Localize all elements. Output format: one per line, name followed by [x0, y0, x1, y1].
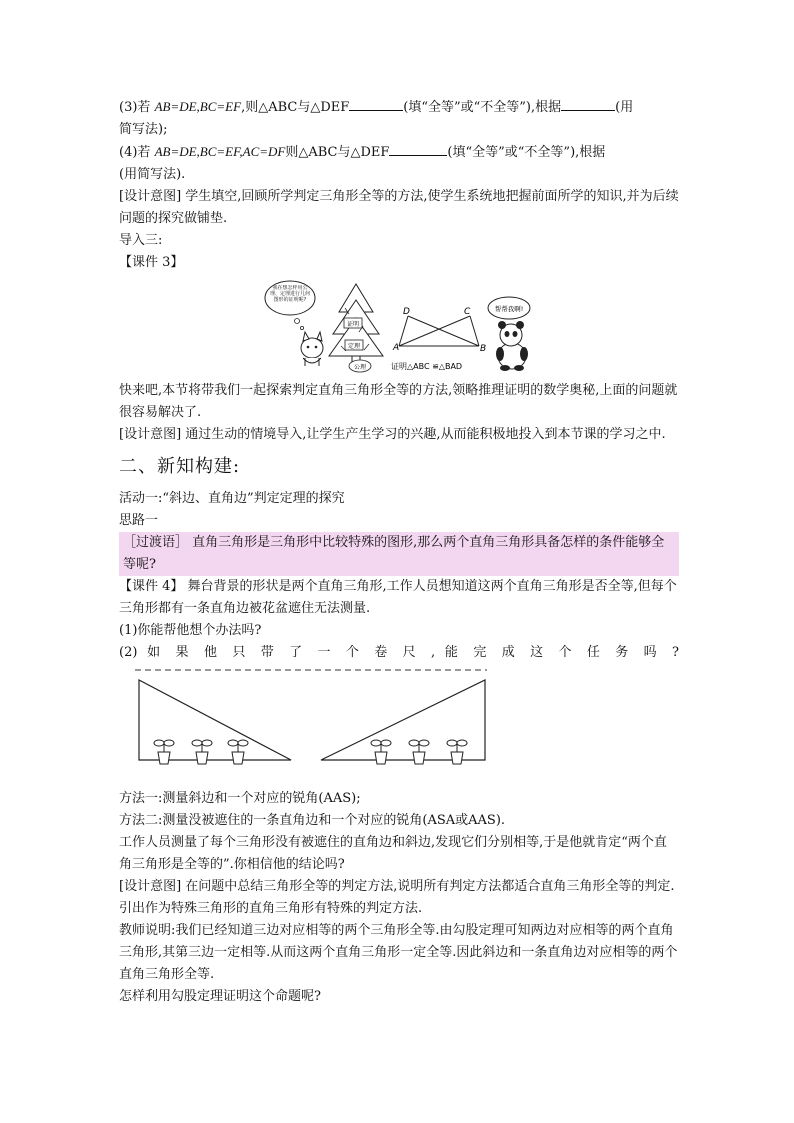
panda-icon — [496, 321, 528, 371]
q4-fill-hint: (填“全等”或“不全等”),根据 — [447, 145, 606, 160]
tag-theorem-1: 证明 — [346, 321, 360, 328]
q3-end: (用 — [615, 100, 634, 115]
q3-condition: AB=DE,BC=EF — [154, 99, 242, 114]
q3-blank-2 — [561, 96, 615, 111]
idea-one: 思路一 — [119, 513, 159, 528]
q4-prefix: (4)若 — [119, 145, 155, 160]
design-intent-2: [设计意图] 通过生动的情境导入,让学生产生学习的兴趣,从而能积极地投入到本节课的学习之中. — [119, 427, 666, 442]
q3-fill-hint: (填“全等”或“不全等”),根据 — [403, 100, 562, 115]
lead-in: 引出作为特殊三角形的直角三角形有特殊的判定方法. — [119, 901, 423, 916]
question-4 — [119, 141, 679, 186]
left-right-triangle — [139, 680, 291, 760]
paragraph-come-quickly: 快来吧,本节将带我们一起探索判定直角三角形全等的方法,领略推理证明的数学奥秘,上面的问题就很容易解决了. — [119, 383, 678, 420]
q4-middle: 则△ABC与△DEF — [285, 145, 390, 160]
tag-theorem-2: 定理 — [347, 343, 361, 350]
cat-icon — [301, 332, 323, 366]
q4-blank — [389, 141, 447, 156]
q4-condition: AB=DE,BC=EF,AC=DF — [154, 144, 286, 159]
method-two: 方法二:测量没被遮住的一条直角边和一个对应的锐角(ASA或AAS). — [119, 813, 506, 828]
design-intent-3: [设计意图] 在问题中总结三角形全等的判定方法,说明所有判定方法都适合直角三角形全等的判定. — [119, 879, 675, 894]
document-page — [119, 96, 679, 1008]
transition-highlight: ［过渡语］ 直角三角形是三角形中比较特殊的图形,那么两个直角三角形具备怎样的条件能够全等呢? — [119, 532, 679, 576]
q3-line2: 简写法); — [119, 122, 168, 137]
question-2: (2) 如 果 他 只 带 了 一 个 卷 尺 , 能 完 成 这 个 任 务 吗 ? — [119, 645, 679, 660]
q4-line2: (用简写法). — [119, 167, 186, 182]
label-B: B — [480, 344, 487, 354]
bubble-right-text: 帮帮我啊! — [494, 305, 524, 313]
figure-caption: 证明△ABC ≌△BAD — [391, 362, 463, 371]
question-3 — [119, 96, 679, 141]
bubble-left-text: 我在想怎样用公理、定理进行几何图形的证明呢? — [269, 285, 310, 303]
teacher-explanation: 教师说明:我们已经知道三边对应相等的两个三角形全等.由勾股定理可知两边对应相等的两个直角三角形,其第三边一定相等.从而这两个直角三角形一定全等.因此斜边和一条直角边对应相等的两个直角三角形全等. — [119, 923, 678, 982]
closing-question: 怎样利用勾股定理证明这个命题呢? — [119, 989, 321, 1004]
design-intent-1: [设计意图] 学生填空,回顾所学判定三角形全等的方法,使学生系统地把握前面所学的知识,并为后续问题的探究做铺垫. — [119, 189, 679, 226]
stage-triangles-illustration — [119, 664, 679, 782]
intro-three: 导入三: — [119, 233, 163, 248]
courseware-3-label: 【课件 3】 — [119, 255, 184, 270]
stage-triangles-figure — [119, 664, 679, 782]
cartoon-figure — [119, 278, 679, 376]
section-heading-new-knowledge: 二、新知构建: — [119, 456, 241, 477]
right-right-triangle — [321, 680, 485, 760]
courseware-4-paragraph: 【课件 4】 舞台背景的形状是两个直角三角形,工作人员想知道这两个直角三角形是否全等,但每个三角形都有一条直角边被花盆遮住无法测量. — [119, 579, 677, 616]
activity-one: 活动一:“斜边、直角边”判定定理的探究 — [119, 491, 345, 506]
label-A: A — [393, 343, 400, 353]
q3-prefix: (3)若 — [119, 100, 155, 115]
q3-blank-1 — [349, 96, 403, 111]
paragraph-staff: 工作人员测量了每个三角形没有被遮住的直角边和斜边,发现它们分别相等,于是他就肯定“两个直角三角形是全等的”.你相信他的结论吗? — [119, 835, 667, 872]
quadrilateral-figure — [399, 316, 479, 346]
q3-middle: ,则△ABC与△DEF — [241, 100, 350, 115]
label-C: C — [464, 307, 471, 317]
label-D: D — [403, 307, 410, 317]
method-one: 方法一:测量斜边和一个对应的锐角(AAS); — [119, 791, 361, 806]
question-1: (1)你能帮他想个办法吗? — [119, 623, 262, 638]
cartoon-illustration — [119, 278, 679, 376]
tag-axiom: 公理 — [353, 364, 367, 371]
